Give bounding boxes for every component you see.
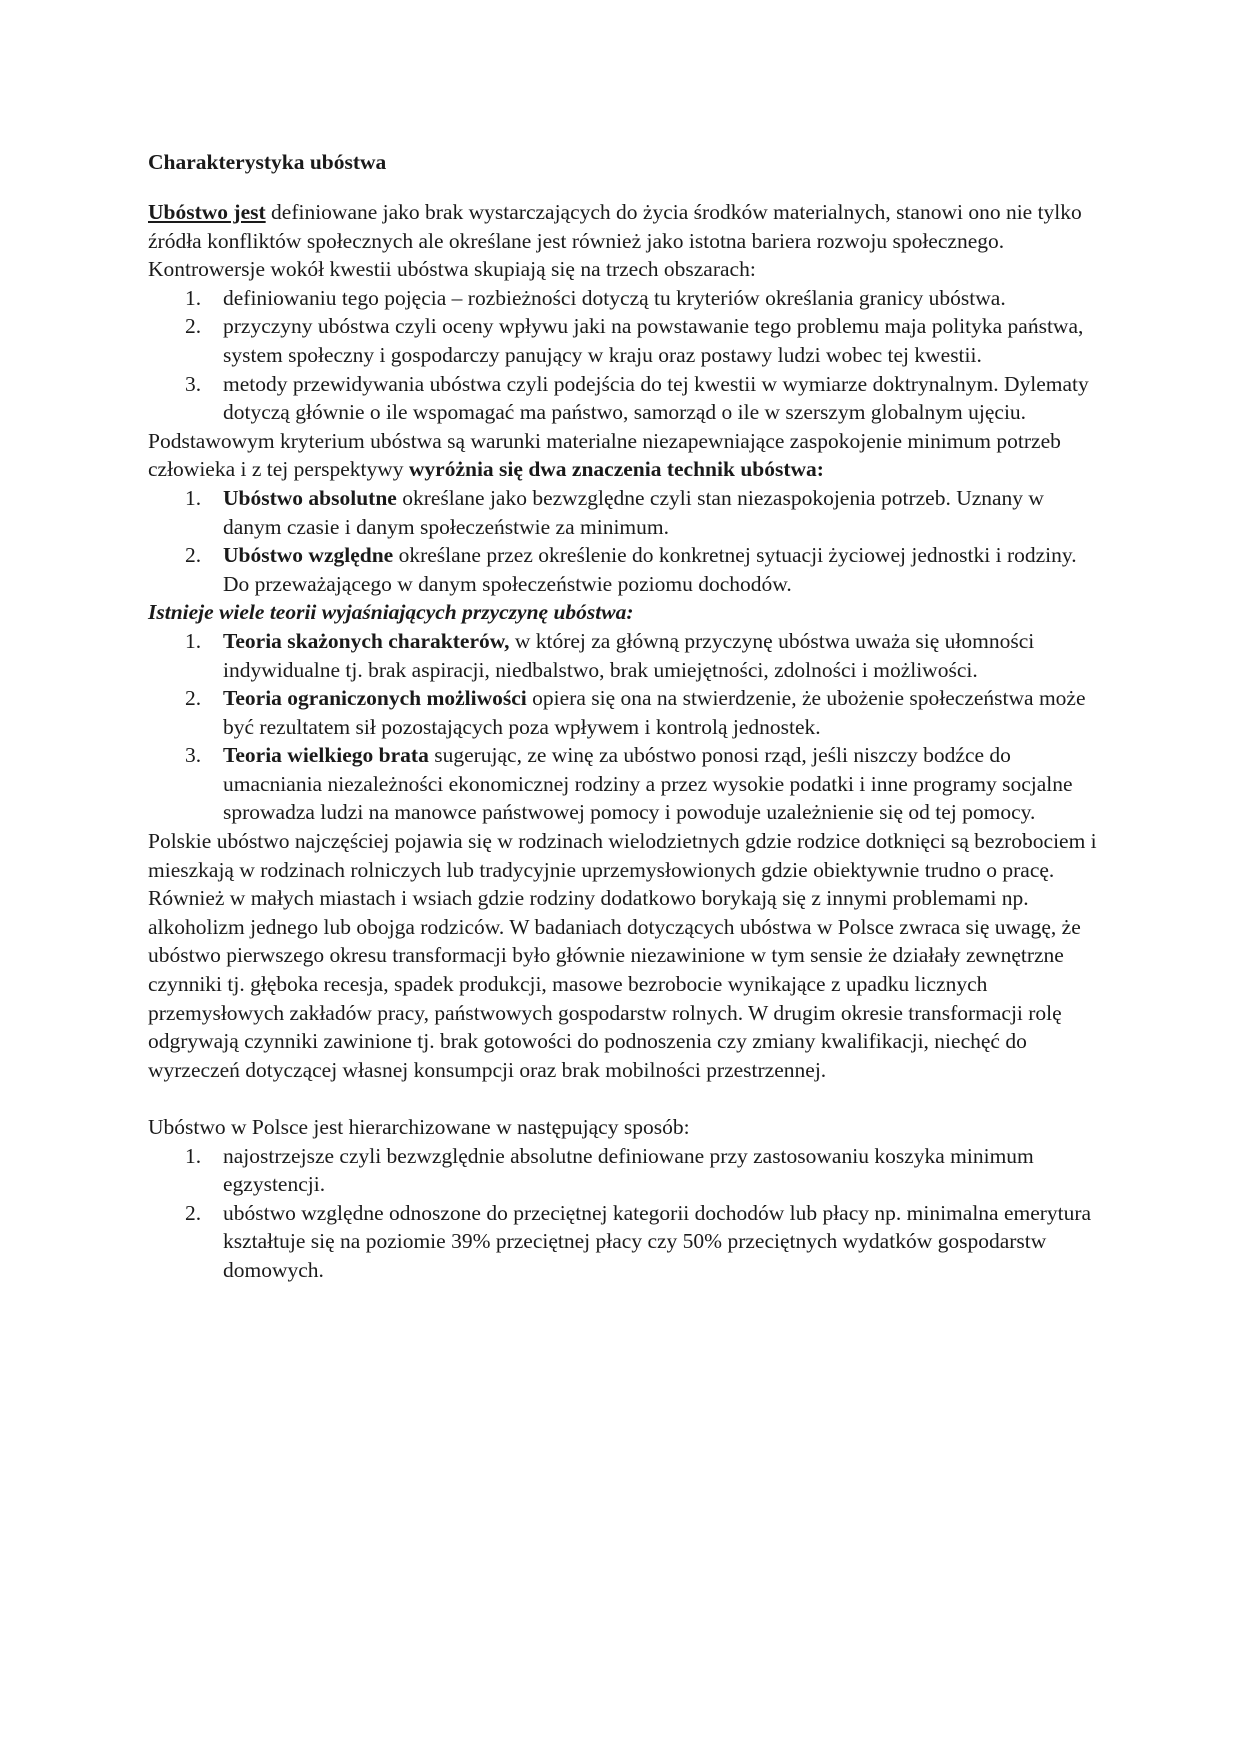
list-item [148, 684, 1098, 741]
polish-poverty-paragraph: Polskie ubóstwo najczęściej pojawia się w rodzinach wielodzietnych gdzie rodzice dotknięci są bezrobociem i mieszkają w rodzinach rolniczych lub tradycyjnie uprzemysłowionych gdzie obiektywnie trudno o pracę. Również w małych miastach i wsiach gdzie rodziny dodatkowo borykają się z innymi problemami np. alkoholizm jednego lub obojga rodziców. W badaniach dotyczących ubóstwa w Polsce zwraca się uwagę, że ubóstwo pierwszego okresu transformacji było głównie niezawinione w tym sensie że działały zewnętrzne czynniki tj. głęboka recesja, spadek produkcji, masowe bezrobocie wynikające z upadku licznych przemysłowych zakładów pracy, państwowych gospodarstw rolnych. W drugim okresie transformacji rolę odgrywają czynniki zawinione tj. brak gotowości do podnoszenia czy zmiany kwalifikacji, niechęć do wyrzeczeń dotyczącej własnej konsumpcji oraz brak mobilności przestrzennej. [148, 829, 1097, 1082]
list-number: 2. [185, 1200, 202, 1225]
list-item-term: Teoria wielkiego brata [223, 743, 429, 768]
list-item-text: przyczyny ubóstwa czyli oceny wpływu jaki na powstawanie tego problemu maja polityka państwa, system społeczny i gospodarczy panujący w kraju oraz postawy ludzi wobec tej kwestii. [223, 314, 1084, 367]
list-number: 3. [185, 371, 202, 396]
document-title: Charakterystyka ubóstwa [148, 150, 387, 174]
paragraph-gap [148, 1084, 1098, 1113]
meanings-list [148, 484, 1098, 598]
list-item [148, 370, 1098, 427]
criterion-text: Podstawowym kryterium ubóstwa są warunki materialne niezapewniające zaspokojenie minimum potrzeb człowieka i z tej perspektywy [148, 428, 1061, 482]
theories-list [148, 627, 1098, 827]
list-number: 2. [185, 686, 202, 711]
list-item [148, 741, 1098, 827]
list-item-text: ubóstwo względne odnoszone do przeciętnej kategorii dochodów lub płacy np. minimalna emerytura kształtuje się na poziomie 39% przeciętnej płacy czy 50% przeciętnych wydatków gospodarstw domowych. [223, 1200, 1092, 1282]
list-item-text: metody przewidywania ubóstwa czyli podejścia do tej kwestii w wymiarze doktrynalnym. Dylematy dotyczą głównie o ile wspomagać ma państwo, samorząd o ile w szerszym globalnym ujęciu. [223, 371, 1089, 425]
list-item-text: opiera się ona na stwierdzenie, że ubożenie społeczeństwa może być rezultatem sił pozostających poza wpływem i kontrolą jednostek. [223, 686, 1086, 739]
list-item [148, 312, 1098, 369]
hierarchy-heading: Ubóstwo w Polsce jest hierarchizowane w następujący sposób: [148, 1115, 690, 1139]
list-number: 2. [185, 543, 202, 568]
intro-lead: Ubóstwo jest [148, 200, 266, 224]
list-item [148, 1142, 1098, 1199]
criterion-paragraph [148, 427, 1098, 484]
list-item-text: określane jako bezwzględne czyli stan niezaspokojenia potrzeb. Uznany w danym czasie i danym społeczeństwie za minimum. [223, 485, 1044, 539]
document-page [148, 148, 1098, 1285]
intro-paragraph [148, 198, 1098, 284]
list-item [148, 484, 1098, 541]
list-item [148, 284, 1098, 313]
list-number: 1. [185, 628, 202, 653]
list-number: 1. [185, 485, 202, 510]
list-item-text: określane przez określenie do konkretnej sytuacji życiowej jednostki i rodziny. Do przeważającego w danym społeczeństwie poziomu dochodów. [223, 543, 1077, 596]
list-item-term: Teoria ograniczonych możliwości [223, 686, 527, 711]
list-number: 2. [185, 314, 202, 339]
theories-heading: Istnieje wiele teorii wyjaśniających przyczynę ubóstwa: [148, 600, 634, 625]
list-item-term: Teoria skażonych charakterów, [223, 628, 510, 653]
list-number: 1. [185, 1143, 202, 1168]
criterion-bold: wyróżnia się dwa znaczenia technik ubóstwa: [408, 457, 824, 482]
intro-text: definiowane jako brak wystarczających do życia środków materialnych, stanowi ono nie tylko źródła konfliktów społecznych ale określane jest również jako istotna bariera rozwoju społecznego. Kontrowersje wokół kwestii ubóstwa skupiają się na trzech obszarach: [148, 200, 1082, 282]
list-item-text: sugerując, ze winę za ubóstwo ponosi rząd, jeśli niszczy bodźce do umacniania niezależności ekonomicznej rodziny a przez wysokie podatki i inne programy socjalne sprowadza ludzi na manowce państwowej pomocy i powoduje uzależnienie się od tej pomocy. [223, 743, 1073, 825]
areas-list [148, 284, 1098, 427]
list-item [148, 627, 1098, 684]
list-item-term: Ubóstwo absolutne [223, 485, 397, 510]
hierarchy-list [148, 1142, 1098, 1285]
list-number: 1. [185, 285, 202, 310]
list-item-term: Ubóstwo względne [223, 543, 394, 568]
list-item [148, 541, 1098, 598]
list-item-text: najostrzejsze czyli bezwzględnie absolutne definiowane przy zastosowaniu koszyka minimum egzystencji. [223, 1143, 1034, 1197]
list-item-text: definiowaniu tego pojęcia – rozbieżności dotyczą tu kryteriów określania granicy ubóstwa. [223, 285, 1006, 310]
list-number: 3. [185, 743, 202, 768]
list-item [148, 1199, 1098, 1285]
list-item-text: w której za główną przyczynę ubóstwa uważa się ułomności indywidualne tj. brak aspiracji, niedbalstwo, brak umiejętności, zdolności i możliwości. [223, 628, 1035, 682]
